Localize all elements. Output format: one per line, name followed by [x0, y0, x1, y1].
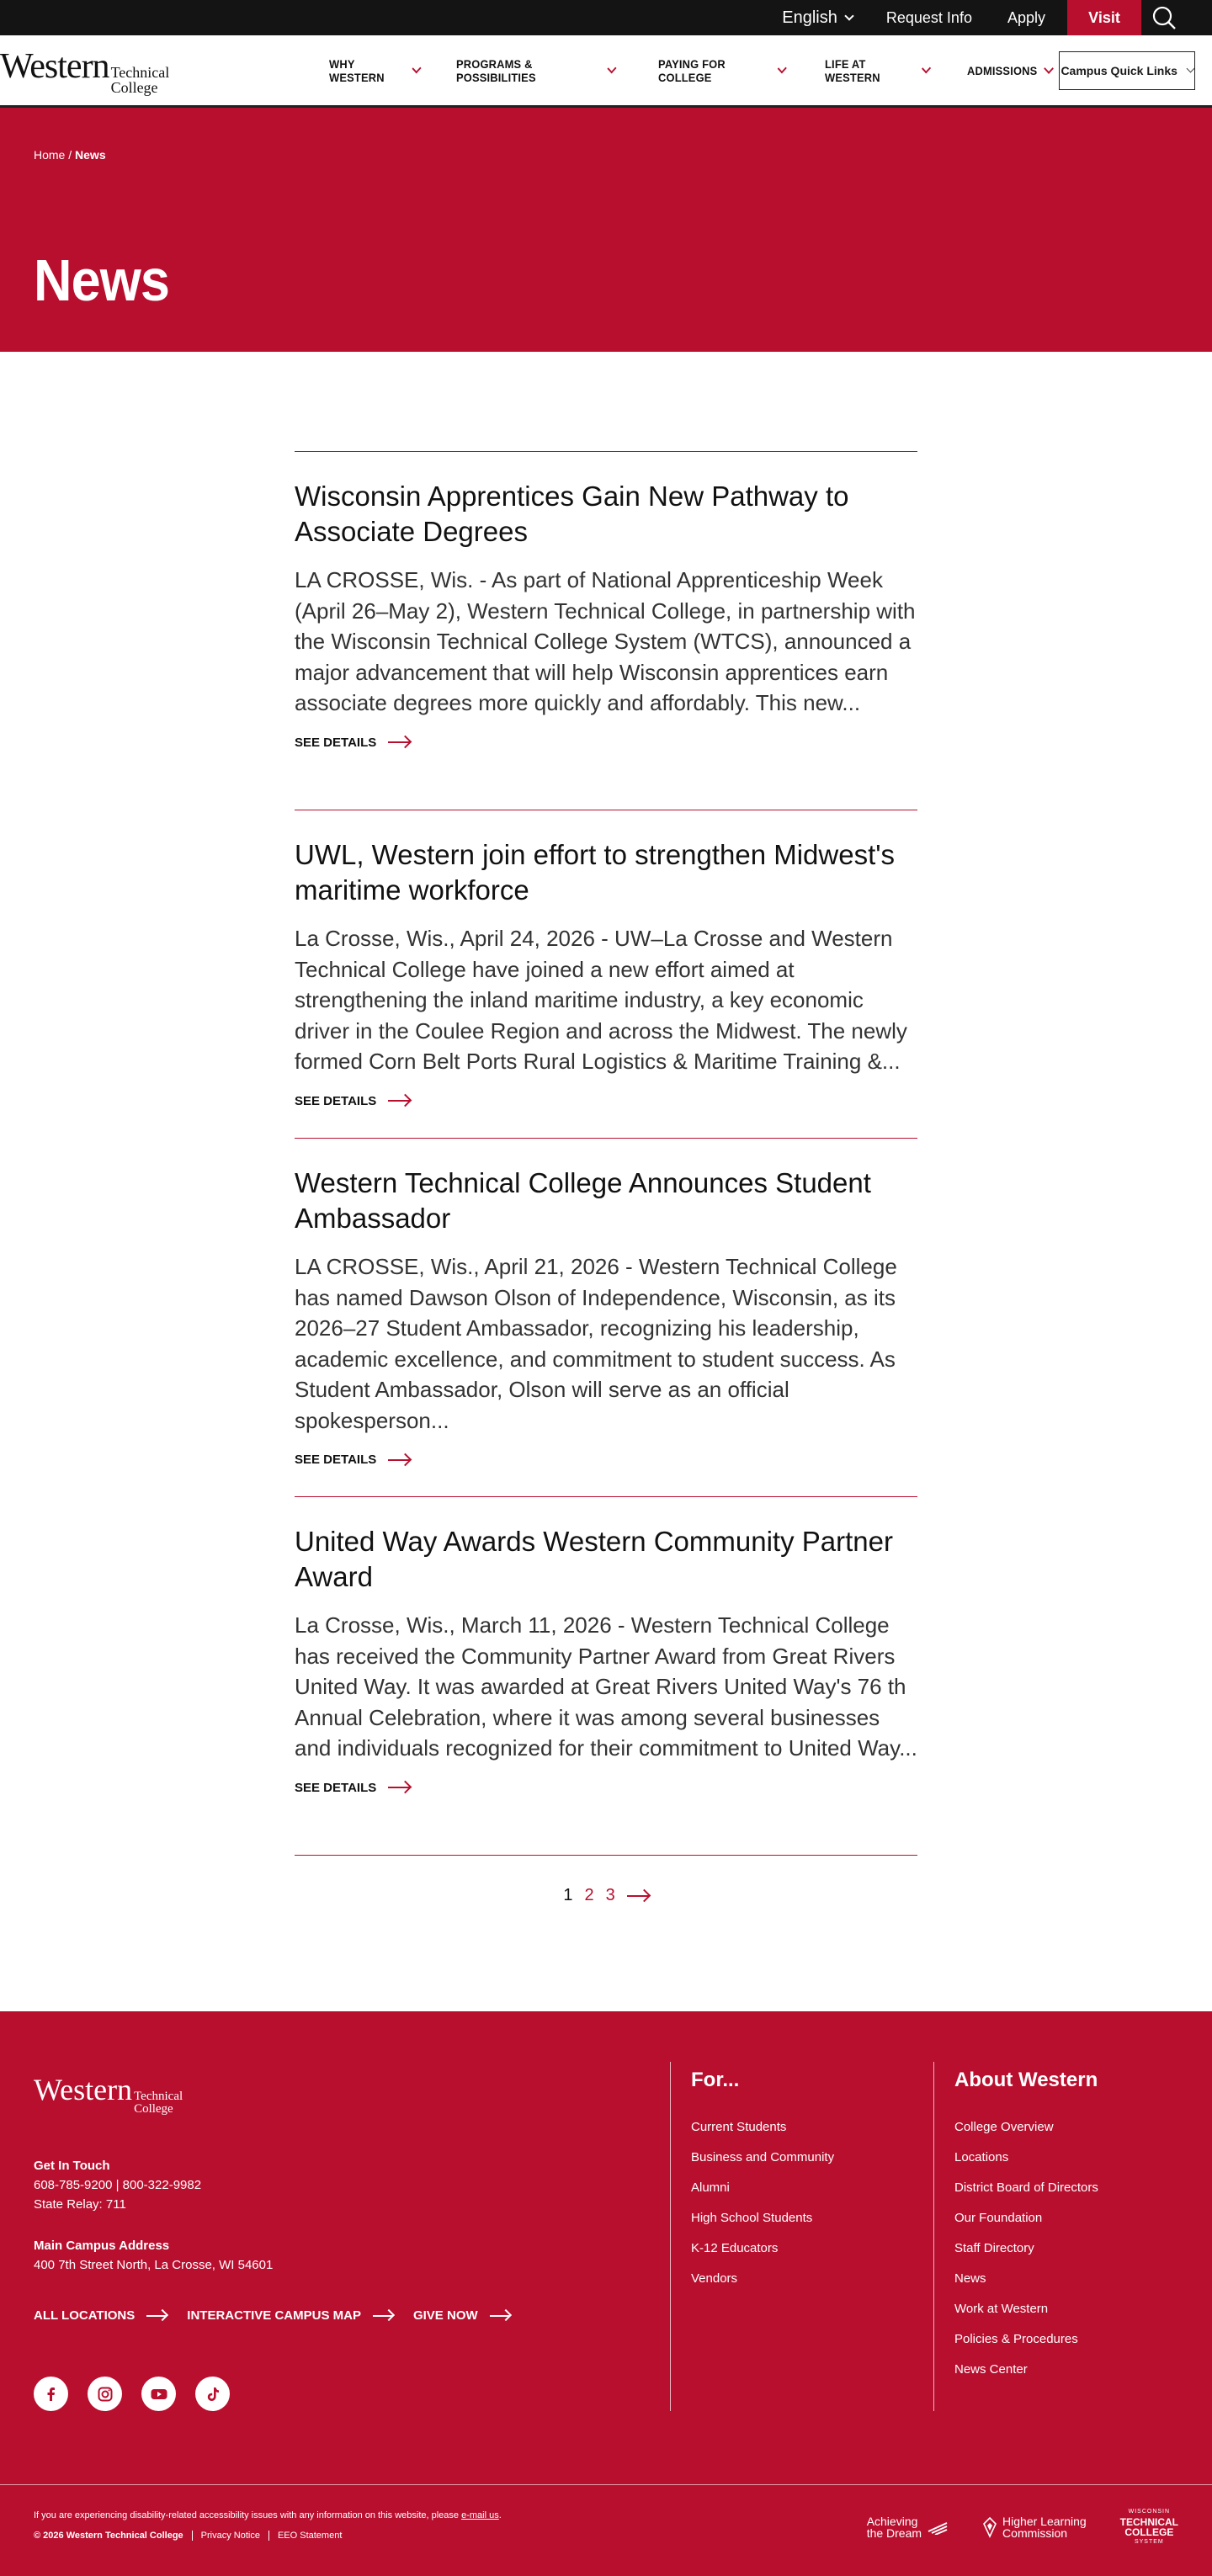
chevron-down-icon: [412, 63, 421, 73]
page-title: News: [34, 247, 169, 313]
footer-logo-word: Western: [34, 2073, 133, 2106]
news-item: [295, 1496, 917, 1855]
logo-line-2: College: [110, 78, 158, 96]
accessibility-end: .: [498, 2510, 502, 2520]
nav-item-paying[interactable]: [658, 57, 785, 84]
arrow-right-icon: [388, 1100, 410, 1102]
achieving-the-dream-logo[interactable]: [867, 2515, 949, 2539]
for-heading: For...: [691, 2069, 740, 2091]
footer-logo-line-2: College: [134, 2102, 173, 2116]
see-details-label: SEE DETAILS: [295, 1093, 377, 1108]
see-details-link[interactable]: [295, 736, 917, 750]
email-us-link[interactable]: e-mail us: [461, 2510, 499, 2520]
chevron-down-icon: [777, 63, 786, 73]
divider: [295, 1855, 917, 1856]
apply-link[interactable]: Apply: [1007, 8, 1045, 26]
news-list: [295, 451, 917, 1905]
get-in-touch-heading: Get In Touch: [34, 2159, 110, 2173]
nav-item-label: LIFE AT WESTERN: [824, 56, 880, 84]
address-heading: Main Campus Address: [34, 2239, 170, 2253]
instagram-icon[interactable]: [88, 2377, 122, 2411]
footer-link[interactable]: District Board of Directors: [954, 2180, 1098, 2195]
copyright: © 2026 Western Technical College: [34, 2531, 183, 2541]
footer-about-column: [933, 2062, 1177, 2411]
nav-item-why-western[interactable]: [329, 57, 420, 84]
breadcrumb: [34, 148, 1212, 162]
arrow-right-icon: [373, 2315, 393, 2317]
all-locations-link[interactable]: [34, 2308, 167, 2323]
privacy-notice-link[interactable]: Privacy Notice: [192, 2531, 268, 2541]
main-campus-address: [34, 2236, 623, 2275]
state-relay: State Relay: 711: [34, 2197, 126, 2212]
hlc-shield-icon: [982, 2516, 997, 2538]
youtube-icon[interactable]: [141, 2377, 176, 2411]
partner-text: WISCONSIN: [1128, 2509, 1171, 2515]
next-page-icon[interactable]: [627, 1895, 649, 1897]
give-now-link[interactable]: [413, 2308, 510, 2323]
news-title[interactable]: United Way Awards Western Community Partner Award: [295, 1526, 893, 1592]
footer-link[interactable]: Locations: [954, 2150, 1009, 2164]
news-summary: La Crosse, Wis., April 24, 2026 - UW–La Crosse and Western Technical College have joined a new effort aimed at strengthening the inland maritime industry, a key economic driver in the Coulee Region and across the Midwest. The newly formed Corn Belt Ports Rural Logistics & Maritime Training &...: [295, 926, 907, 1074]
search-icon[interactable]: [1150, 0, 1178, 35]
footer-cta-links: [34, 2308, 623, 2323]
footer-link[interactable]: College Overview: [954, 2120, 1054, 2134]
footer-link[interactable]: K-12 Educators: [691, 2241, 779, 2255]
campus-quick-links-select[interactable]: [1059, 51, 1195, 90]
social-links: [34, 2377, 623, 2411]
see-details-link[interactable]: [295, 1094, 917, 1108]
see-details-label: SEE DETAILS: [295, 1453, 377, 1467]
nav-item-label: PAYING FOR COLLEGE: [657, 56, 726, 84]
breadcrumb-home[interactable]: Home: [34, 148, 66, 162]
chevron-down-icon: [1044, 63, 1054, 74]
address-line: 400 7th Street North, La Crosse, WI 54601: [34, 2258, 274, 2272]
logo-subtitle: [111, 65, 170, 95]
footer-logo-line-1: Technical: [134, 2090, 183, 2103]
news-title[interactable]: Wisconsin Apprentices Gain New Pathway to Associate Degrees: [295, 481, 849, 547]
see-details-label: SEE DETAILS: [295, 735, 377, 750]
utility-bar: [0, 0, 1212, 35]
chevron-down-icon: [608, 63, 617, 73]
arrow-right-icon: [388, 741, 410, 743]
news-summary: LA CROSSE, Wis., April 21, 2026 - Western Technical College has named Dawson Olson of Independence, Wisconsin, as its 2026–27 Student Ambassador, recognizing his leadership, academic excellence, and commitment to student success. As Student Ambassador, Olson will serve as an official spokesperson...: [295, 1254, 897, 1433]
language-selector[interactable]: [782, 8, 853, 28]
nav-item-label: ADMISSIONS: [966, 63, 1038, 77]
page-3-link[interactable]: 3: [605, 1886, 615, 1904]
partner-text: the Dream: [866, 2526, 922, 2540]
partner-text: COLLEGE: [1124, 2526, 1174, 2538]
link-label: ALL LOCATIONS: [34, 2308, 136, 2323]
tiktok-icon[interactable]: [195, 2377, 230, 2411]
logo-line-1: Technical: [110, 63, 170, 81]
swoosh-icon: [927, 2520, 949, 2535]
request-info-link[interactable]: Request Info: [885, 8, 972, 26]
news-item: [295, 451, 917, 810]
footer-link[interactable]: News Center: [954, 2362, 1028, 2377]
phone-numbers[interactable]: 608-785-9200 | 800-322-9982: [34, 2178, 202, 2192]
news-item: [295, 810, 917, 1138]
higher-learning-commission-logo[interactable]: [982, 2515, 1087, 2539]
chevron-down-icon: [1186, 65, 1194, 73]
about-heading: About Western: [954, 2069, 1098, 2091]
footer-link[interactable]: Current Students: [691, 2120, 787, 2134]
link-label: INTERACTIVE CAMPUS MAP: [187, 2308, 361, 2323]
nav-item-admissions[interactable]: [967, 64, 1052, 77]
link-label: GIVE NOW: [412, 2308, 478, 2323]
footer-logo-subtitle: [134, 2090, 183, 2116]
footer-bottom-bar: [0, 2484, 1212, 2545]
quick-links-label: Campus Quick Links: [1060, 63, 1177, 77]
page-2-link[interactable]: 2: [584, 1886, 594, 1904]
news-summary: La Crosse, Wis., March 11, 2026 - Western Technical College has received the Community Partner Award from Great Rivers United Way. It was awarded at Great Rivers United Way's 76 th Annual Celebration, where it was among several businesses and individuals recognized for their commitment to United Way...: [295, 1612, 917, 1761]
footer-link[interactable]: Policies & Procedures: [954, 2332, 1078, 2346]
site-footer: [0, 2011, 1212, 2576]
partner-text: Commission: [1002, 2526, 1068, 2540]
nav-item-programs[interactable]: [456, 57, 615, 84]
visit-button[interactable]: Visit: [1067, 0, 1141, 35]
chevron-down-icon: [844, 11, 853, 20]
news-item: [295, 1138, 917, 1496]
news-title[interactable]: UWL, Western join effort to strengthen Midwest's maritime workforce: [295, 839, 896, 906]
wtcs-logo[interactable]: [1120, 2507, 1178, 2547]
language-label: English: [782, 8, 837, 27]
chevron-down-icon: [921, 63, 930, 73]
page-hero: [0, 108, 1212, 352]
page-1-link[interactable]: 1: [563, 1886, 573, 1904]
partner-logos: [867, 2507, 1178, 2547]
arrow-right-icon: [388, 1459, 410, 1461]
logo-word: Western: [0, 46, 109, 86]
get-in-touch: [34, 2156, 623, 2214]
footer-link[interactable]: Business and Community: [691, 2150, 835, 2164]
partner-text: Achieving: [866, 2515, 918, 2528]
facebook-icon[interactable]: [34, 2377, 68, 2411]
arrow-right-icon: [490, 2315, 510, 2317]
arrow-right-icon: [146, 2315, 167, 2317]
footer-link[interactable]: Vendors: [691, 2271, 738, 2286]
pagination: [295, 1886, 917, 1905]
footer-link[interactable]: Staff Directory: [954, 2241, 1034, 2255]
news-title[interactable]: Western Technical College Announces Student Ambassador: [295, 1167, 871, 1234]
partner-text: Higher Learning: [1002, 2515, 1087, 2528]
main-nav: [0, 35, 1212, 108]
see-details-link[interactable]: [295, 1453, 917, 1467]
nav-menu: [329, 57, 1060, 84]
footer-link[interactable]: Alumni: [691, 2180, 730, 2195]
nav-item-label: WHY WESTERN: [328, 56, 385, 84]
campus-map-link[interactable]: [187, 2308, 393, 2323]
footer-link[interactable]: High School Students: [691, 2211, 813, 2225]
see-details-label: SEE DETAILS: [295, 1780, 377, 1795]
partner-text: SYSTEM: [1134, 2539, 1164, 2545]
footer-contact: [34, 2072, 623, 2411]
eeo-statement-link[interactable]: EEO Statement: [268, 2531, 350, 2541]
site-logo[interactable]: [0, 46, 300, 95]
nav-item-life[interactable]: [825, 57, 929, 84]
news-summary: LA CROSSE, Wis. - As part of National Apprenticeship Week (April 26–May 2), Western Technical College, in partnership with the Wisconsin Technical College System (WTCS), announced a major advancement that will help Wisconsin apprentices earn associate degrees more quickly and affordably. This new...: [295, 567, 916, 715]
arrow-right-icon: [388, 1787, 410, 1788]
footer-link[interactable]: News: [954, 2271, 986, 2286]
breadcrumb-separator: /: [65, 148, 76, 162]
see-details-link[interactable]: [295, 1781, 917, 1795]
nav-item-label: PROGRAMS & POSSIBILITIES: [455, 56, 536, 84]
accessibility-text: If you are experiencing disability-related accessibility issues with any information on this website, please: [34, 2510, 462, 2520]
partner-text: TECHNICAL: [1119, 2516, 1178, 2528]
breadcrumb-current: News: [75, 148, 106, 162]
footer-for-column: [670, 2062, 931, 2411]
footer-link[interactable]: Work at Western: [954, 2302, 1049, 2316]
footer-logo[interactable]: [34, 2072, 623, 2116]
footer-link[interactable]: Our Foundation: [954, 2211, 1043, 2225]
